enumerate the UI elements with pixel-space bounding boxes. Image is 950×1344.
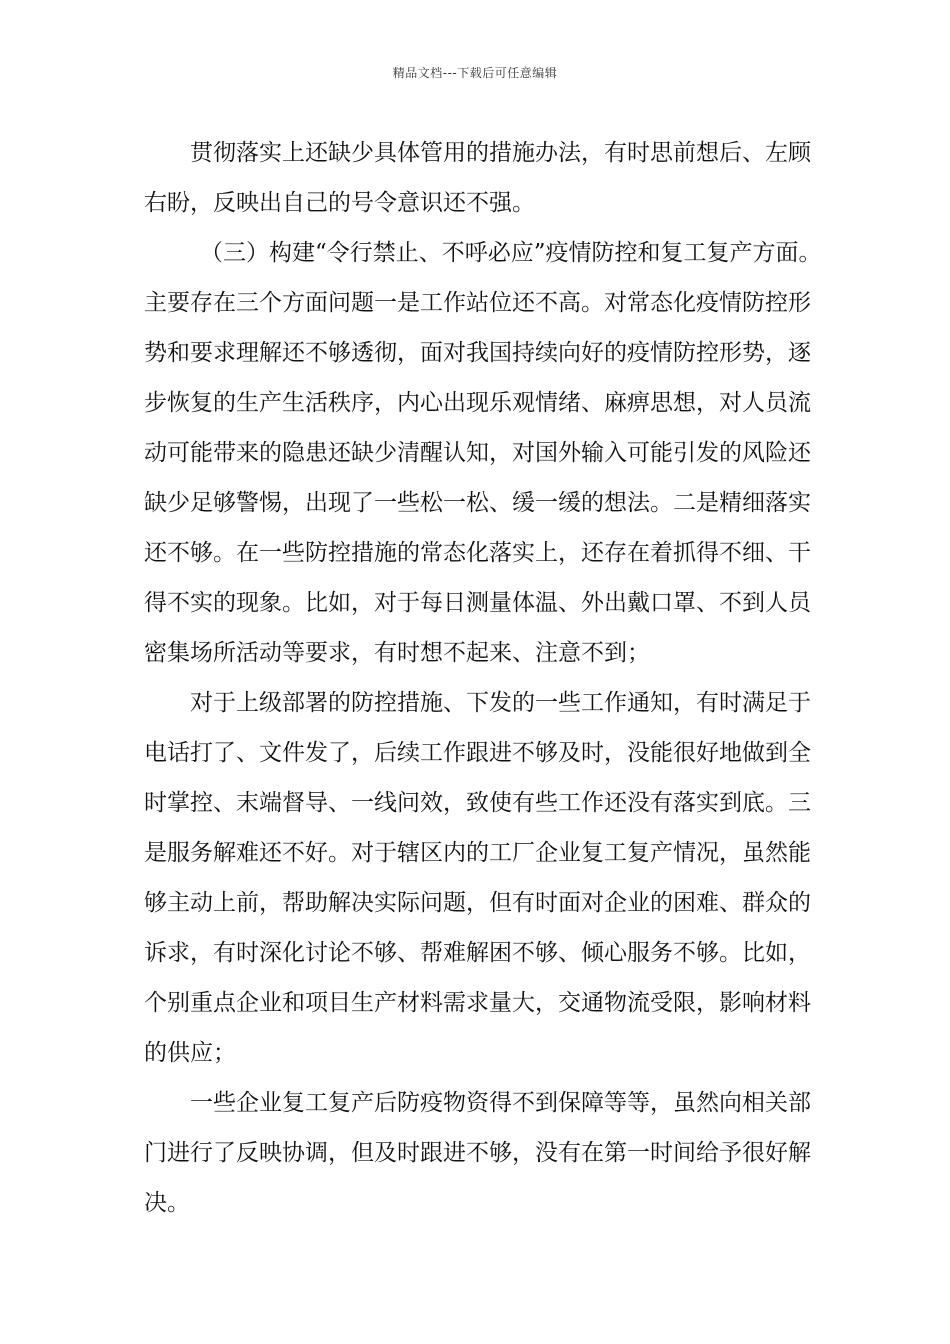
text-line: （三）构建“令行禁止、不呼必应”疫情防控和复工复产方面。: [200, 240, 822, 266]
text-line: 够主动上前，帮助解决实际问题，但有时面对企业的困难、群众的: [144, 890, 811, 916]
text-line: 诉求，有时深化讨论不够、帮难解困不够、倾心服务不够。比如，: [144, 940, 811, 966]
text-line: 主要存在三个方面问题一是工作站位还不高。对常态化疫情防控形: [144, 290, 811, 316]
text-line: 还不够。在一些防控措施的常态化落实上，还存在着抓得不细、干: [144, 540, 811, 566]
text-line: 步恢复的生产生活秩序，内心出现乐观情绪、麻痹思想，对人员流: [144, 390, 811, 416]
text-line: 缺少足够警惕，出现了一些松一松、缓一缓的想法。二是精细落实: [144, 490, 811, 516]
text-line: 右盼，反映出自己的号令意识还不强。: [144, 190, 535, 216]
page-header: 精品文档---下载后可任意编辑: [392, 66, 558, 80]
text-line: 密集场所活动等要求，有时想不起来、注意不到；: [144, 640, 650, 666]
text-line: 势和要求理解还不够透彻，面对我国持续向好的疫情防控形势，逐: [144, 340, 811, 366]
text-line: 决。: [144, 1190, 190, 1216]
text-line: 时掌控、末端督导、一线问效，致使有些工作还没有落实到底。三: [144, 790, 811, 816]
document-body: [144, 130, 822, 1230]
text-line: 对于上级部署的防控措施、下发的一些工作通知，有时满足于: [190, 690, 811, 716]
text-line: 得不实的现象。比如，对于每日测量体温、外出戴口罩、不到人员: [144, 590, 811, 616]
text-line: 个别重点企业和项目生产材料需求量大，交通物流受限，影响材料: [144, 990, 811, 1016]
text-line: 是服务解难还不好。对于辖区内的工厂企业复工复产情况，虽然能: [144, 840, 811, 866]
text-line: 的供应；: [144, 1040, 236, 1066]
text-line: 门进行了反映协调，但及时跟进不够，没有在第一时间给予很好解: [144, 1140, 811, 1166]
text-line: 贯彻落实上还缺少具体管用的措施办法，有时思前想后、左顾: [190, 140, 811, 166]
text-line: 电话打了、文件发了，后续工作跟进不够及时，没能很好地做到全: [144, 740, 811, 766]
text-line: 动可能带来的隐患还缺少清醒认知，对国外输入可能引发的风险还: [144, 440, 811, 466]
text-line: 一些企业复工复产后防疫物资得不到保障等等，虽然向相关部: [190, 1090, 811, 1116]
